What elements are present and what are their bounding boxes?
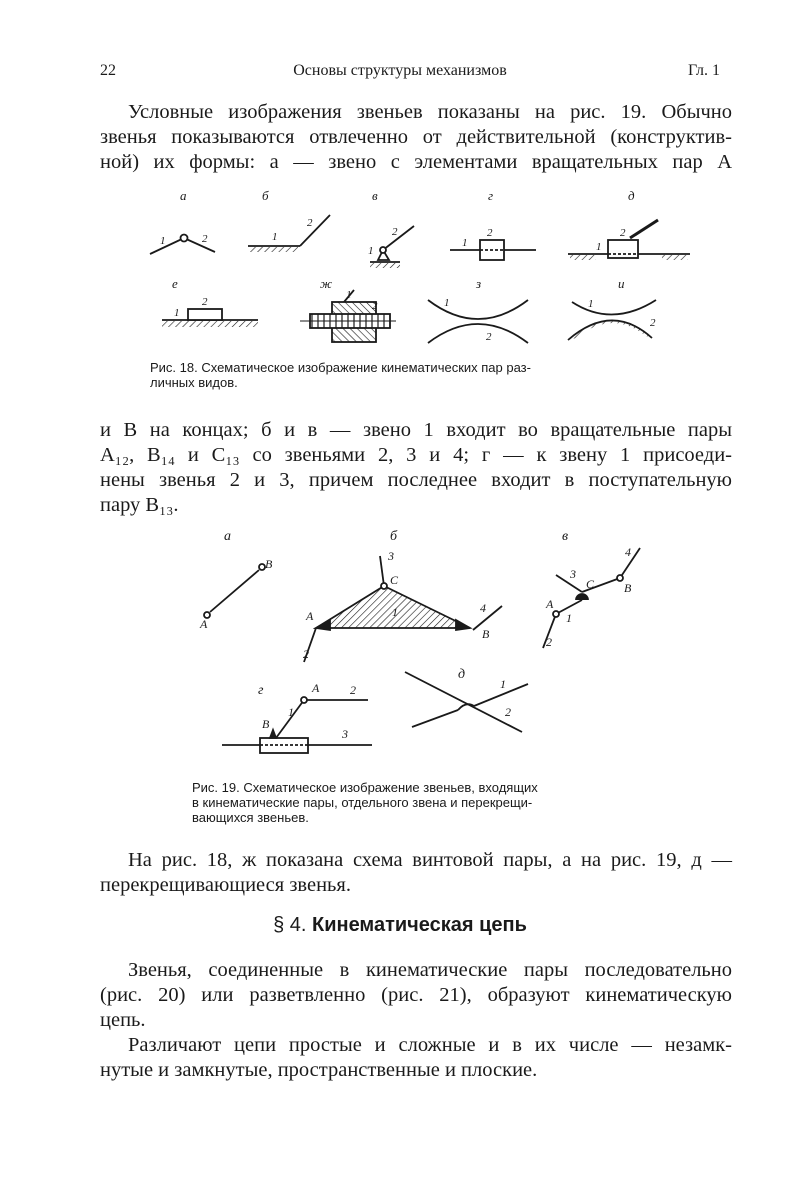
text-line: На рис. 18, ж показана схема винтовой пары, а на рис. 19, д — [128,849,732,871]
svg-text:3: 3 [342,727,348,741]
svg-text:С: С [390,573,399,587]
fig19-d-crossing-links [405,672,528,732]
svg-text:2: 2 [650,317,656,329]
text-line: (рис. 20) или разветвленно (рис. 21), образуют кинематическую [100,984,732,1006]
svg-text:1: 1 [368,245,374,257]
svg-text:2: 2 [202,296,208,308]
svg-text:1: 1 [462,237,468,249]
running-title: Основы структуры механизмов [293,62,507,79]
svg-text:1: 1 [346,289,352,301]
fig18-label-v: в [372,188,378,203]
svg-text:1: 1 [588,298,594,310]
fig19-label-d: д [458,667,466,682]
fig18-label-b: б [262,188,269,203]
svg-text:А: А [546,597,554,611]
svg-text:1: 1 [444,297,450,309]
text-line: цепь. [100,1009,146,1031]
text-line: Звенья, соединенные в кинематические пары последовательно [128,959,732,981]
fig18-g-prismatic-pair [450,227,536,260]
svg-text:2: 2 [505,705,511,719]
fig18-label-g: г [488,188,494,203]
text-line: перекрещивающиеся звенья. [100,874,351,896]
svg-text:А: А [306,609,314,623]
fig18-e-block-on-plane [162,296,258,327]
text-line: и В на концах; б и в — звено 1 входит во вращательные пары [100,419,732,441]
fig18-label-zh: ж [320,276,333,291]
fig18-d-slider-on-guide [568,220,690,260]
fig18-a-revolute-pair [150,233,215,254]
svg-text:А: А [312,681,320,695]
text-line: ной) их формы: а — звено с элементами вращательных пар А [100,151,732,173]
intro-paragraph [100,100,732,175]
page-number: 22 [100,62,116,79]
svg-text:4: 4 [480,601,486,615]
svg-text:2: 2 [546,635,552,649]
caption-line: вающихся звеньев. [192,810,309,825]
fig18-label-z: з [476,276,482,291]
svg-text:3: 3 [388,549,394,563]
fig18-label-a: а [180,188,187,203]
svg-text:2: 2 [620,227,626,239]
text-line: A₁₂, B₁₄ и C₁₃ со звеньями 2, 3 и 4; г — к звену 1 присоеди- [100,444,732,466]
svg-text:2: 2 [372,300,378,312]
screw-paragraph [100,848,732,898]
fig19-a-single-link [199,557,273,631]
fig18-v-pivot-on-support [368,226,414,268]
fig19-v-bent-link [543,545,640,649]
svg-text:1: 1 [272,231,278,243]
svg-text:3: 3 [570,567,576,581]
svg-text:1: 1 [566,611,572,625]
svg-text:2: 2 [350,683,356,697]
fig18-i-curved-contact [568,298,656,340]
svg-text:А: А [200,617,208,631]
svg-text:2: 2 [307,217,313,229]
figure-18-kinematic-pairs [140,185,720,355]
fig19-g-prismatic-link [222,681,372,753]
svg-text:4: 4 [625,545,631,559]
fig19-label-v: в [562,529,569,544]
svg-text:В: В [262,717,270,731]
caption-line: личных видов. [150,375,238,390]
svg-text:В: В [265,557,273,571]
fig18-label-e: е [172,276,178,291]
fig19-b-triangle-link [303,549,502,662]
section-number: § 4. [273,914,307,936]
svg-text:В: В [482,627,490,641]
caption-line: Рис. 18. Схематическое изображение кинематических пар раз- [150,360,531,375]
fig19-label-g: г [258,683,264,698]
text-line: пару B₁₃. [100,494,179,516]
text-line: нены звенья 2 и 3, причем последнее входит в поступательную [100,469,732,491]
svg-text:2: 2 [392,226,398,238]
fig18-b-pair-with-ground [248,215,330,252]
svg-text:2: 2 [486,331,492,343]
svg-text:1: 1 [174,307,180,319]
fig18-zh-screw-pair [300,289,396,342]
fig19-caption [192,780,652,825]
figure-19-links [195,520,632,770]
svg-text:2: 2 [487,227,493,239]
caption-line: Рис. 19. Схематическое изображение звеньев, входящих [192,780,538,795]
chapter-label: Гл. 1 [688,62,721,79]
text-line: Различают цепи простые и сложные и в их числе — незамк- [128,1034,732,1056]
middle-paragraph [100,418,732,518]
svg-text:2: 2 [202,233,208,245]
fig18-caption [150,360,690,390]
fig18-z-higher-pair [428,297,528,343]
fig19-label-a: а [224,529,231,544]
text-line: нутые и замкнутые, пространственные и плоские. [100,1059,538,1081]
svg-text:С: С [586,577,595,591]
svg-text:1: 1 [288,705,294,719]
text-line: Условные изображения звеньев показаны на рис. 19. Обычно [128,101,732,123]
svg-text:1: 1 [160,235,166,247]
section-heading [0,914,800,937]
svg-text:В: В [624,581,632,595]
fig18-label-i: и [618,276,625,291]
fig18-label-d: д [628,188,635,203]
svg-text:1: 1 [392,605,398,619]
caption-line: в кинематические пары, отдельного звена и перекрещи- [192,795,533,810]
svg-text:1: 1 [500,677,506,691]
text-line: звенья показываются отвлеченно от действительной (конструктив- [100,126,732,148]
fig19-label-b: б [390,529,398,544]
section-title: Кинематическая цепь [311,914,527,936]
svg-text:1: 1 [596,241,602,253]
chain-paragraph [100,958,732,1083]
svg-text:2: 2 [303,647,309,661]
